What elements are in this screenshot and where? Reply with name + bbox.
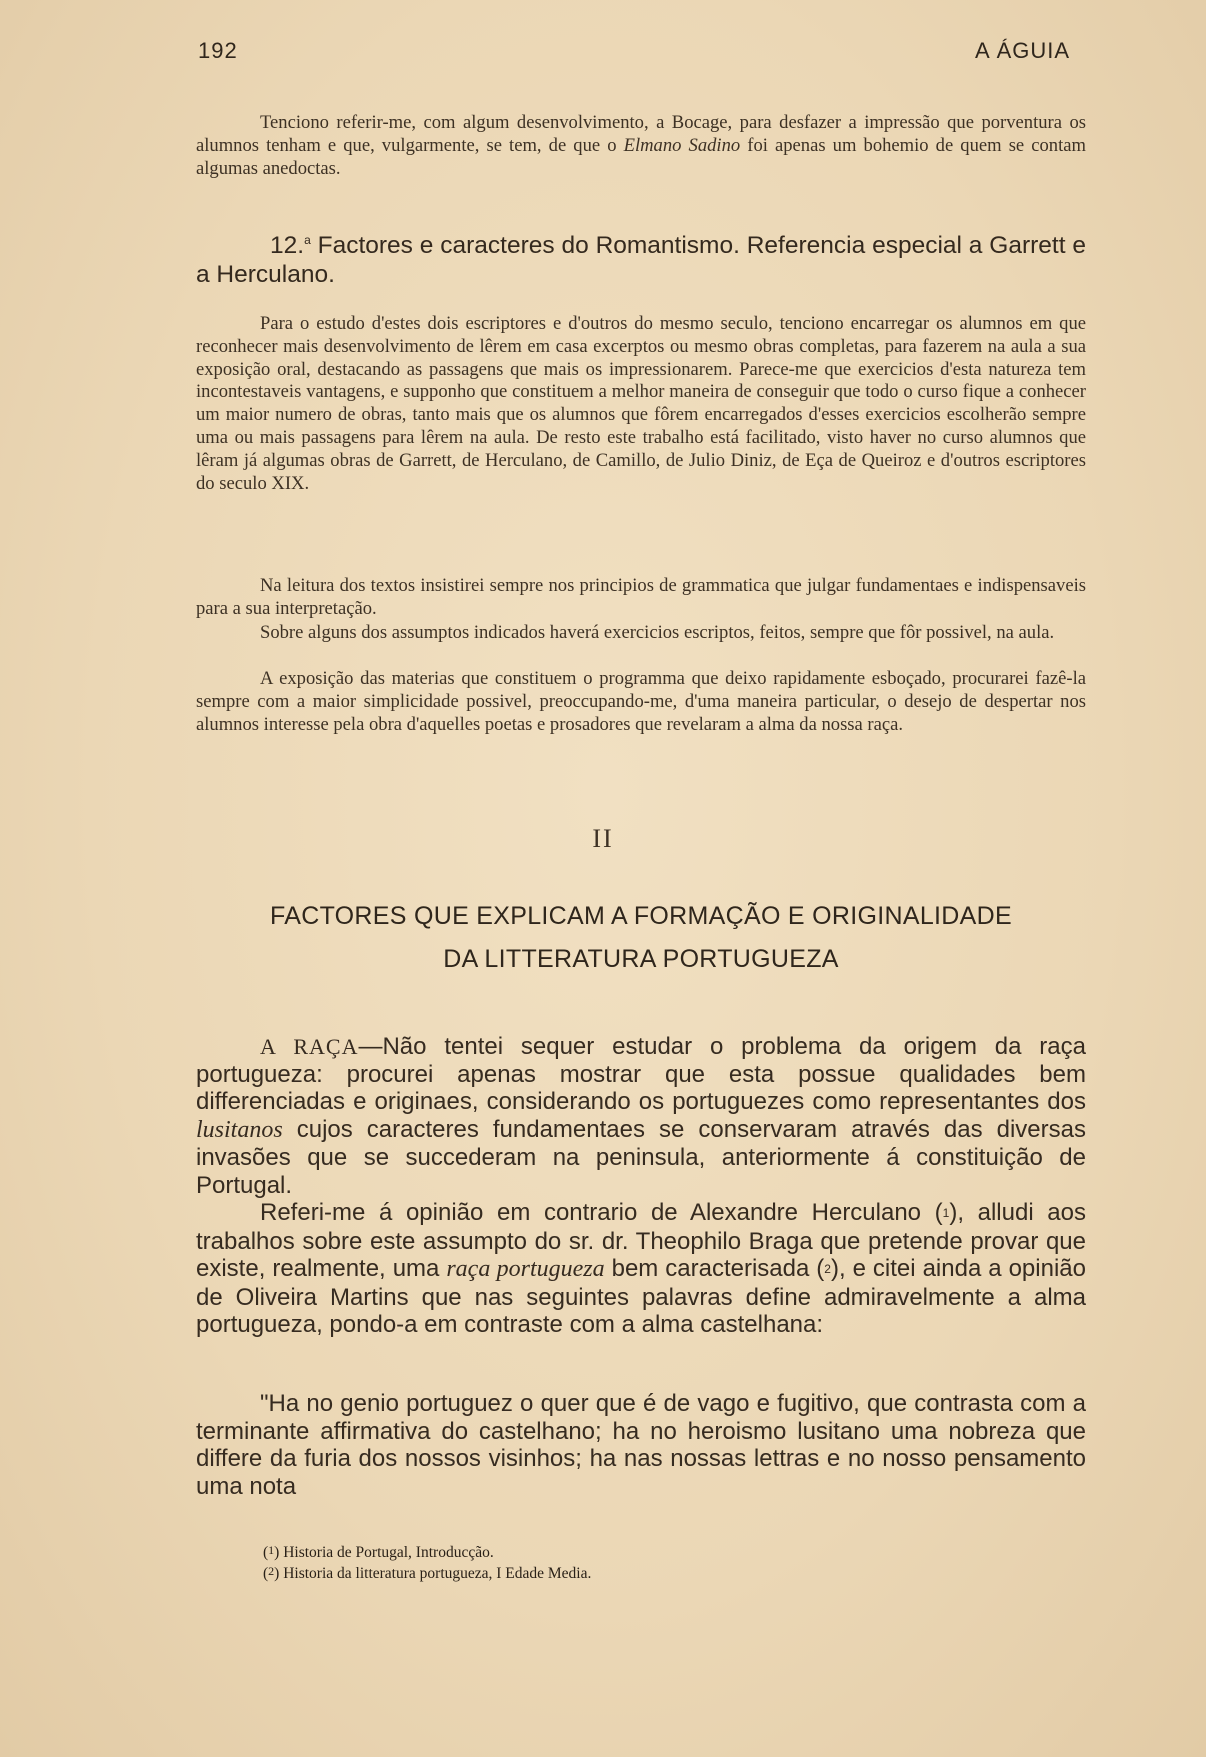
body-paragraph: Na leitura dos textos insistirei sempre nos principios de grammatica que julgar fundamentaes e indispensaveis para a sua interpretação. <box>196 575 1086 619</box>
referi-italic-term: raça portugueza <box>446 1256 605 1283</box>
section-heading-text: Factores e caracteres do Romantismo. Referencia especial a Garrett e a Herculano. <box>196 232 1086 289</box>
footnote-ref-1: 1 <box>942 1206 950 1220</box>
page-number: 192 <box>198 38 238 63</box>
footnote-text: Historia da litteratura portugueza, I Edade Media. <box>283 1565 592 1582</box>
raca-text-start: Não tentei sequer estudar o problema da origem da raça portugueza: procurei apenas mostrar que esta possue qualidades bem differenciadas e originaes, considerando os portuguezes como representantes dos <box>196 1033 1086 1116</box>
section-number: 12. <box>270 232 305 260</box>
footnote-2: ($^2$) Historia da litteratura portugueza, I Edade Media. <box>263 1564 592 1582</box>
section-12-heading <box>196 226 1086 289</box>
intro-text-end: foi apenas um bohemio de quem se contam algumas anedoctas. <box>196 134 1086 179</box>
referi-text-1: Referi-me á opinião em contrario de Alexandre Herculano ( <box>260 1199 943 1226</box>
intro-text-start: Tenciono referir-me, com algum desenvolvimento, a Bocage, para desfazer a impressão que porventura os alumnos tenham e que, vulgarmente, se tem, de que o <box>196 112 1086 156</box>
raca-label: A RAÇA <box>260 1034 359 1059</box>
referi-paragraph <box>196 1199 1086 1339</box>
chapter-number: II <box>592 824 614 853</box>
intro-italic-name: Elmano Sadino <box>623 134 741 156</box>
chapter-title-line-2: DA LITTERATURA PORTUGUEZA <box>443 945 839 973</box>
section-ordinal: a <box>304 233 311 247</box>
intro-paragraph <box>196 112 1086 180</box>
referi-text-3: bem caracterisada ( <box>604 1255 825 1283</box>
body-paragraph: Para o estudo d'estes dois escriptores e d'outros do mesmo seculo, tenciono encarregar os alumnos em que reconhecer mais desenvolvimento de lêrem em casa excerptos ou mesmo obras completas, para fazerem na aula a sua exposição oral, destacando as passagens que mais os impressionarem. Parece-me que exercicios d'esta natureza tem incontestaveis vantagens, e supponho que constituem a melhor maneira de conseguir que todo o curso fique a conhecer um maior numero de obras, tanto mais que os alumnos que fôrem encarregados d'esses exercicios escolherão sempre uma ou mais passagens para lêrem na aula. De resto este trabalho está facilitado, visto haver no curso alumnos que lêram já algumas obras de Garrett, de Herculano, de Camillo, de Julio Diniz, de Eça de Queiroz e d'outros escriptores do seculo XIX. <box>196 313 1086 494</box>
footnote-mark: 2 <box>268 1564 275 1578</box>
footnote-text: Historia de Portugal, Introducção. <box>283 1544 494 1561</box>
referi-text-2: ), alludi aos trabalhos sobre este assumpto do sr. dr. Theophilo Braga que pretende provar que existe, realmente, uma <box>196 1199 1086 1283</box>
referi-text-4: ), e citei ainda a opinião de Oliveira Martins que nas seguintes palavras define admiravelmente a alma portugueza, pondo-a em contraste com a alma castelhana: <box>196 1255 1086 1339</box>
raca-italic-term: lusitanos <box>196 1116 283 1143</box>
footnote-mark: 1 <box>268 1543 275 1557</box>
body-paragraph: Sobre alguns dos assumptos indicados haverá exercicios escriptos, feitos, sempre que fôr possivel, na aula. <box>260 622 1055 643</box>
footnotes <box>263 1541 591 1583</box>
running-title: A ÁGUIA <box>975 38 1071 63</box>
footnote-1: ($^1$) Historia de Portugal, Introducção. <box>263 1543 494 1561</box>
raca-paragraph <box>196 1033 1086 1200</box>
quote-paragraph: "Ha no genio portuguez o quer que é de vago e fugitivo, que contrasta com a terminante affirmativa do castelhano; ha no heroismo lusitano uma nobreza que differe da furia dos nossos visinhos; ha nas nossas lettras e no nosso pensamento uma nota <box>196 1390 1086 1500</box>
body-paragraph: A exposição das materias que constituem o programma que deixo rapidamente esboçado, procurarei fazê-la sempre com a maior simplicidade possivel, preoccupando-me, d'uma maneira particular, o desejo de despertar nos alumnos interesse pela obra d'aquelles poetas e prosadores que revelaram a alma da nossa raça. <box>196 668 1086 735</box>
footnote-ref-2: 2 <box>824 1262 831 1277</box>
chapter-title-line-1: FACTORES QUE EXPLICAM A FORMAÇÃO E ORIGINALIDADE <box>270 902 1012 930</box>
raca-text-end: cujos caracteres fundamentaes se conservaram através das diversas invasões que se succederam na peninsula, anteriormente á constituição de Portugal. <box>196 1115 1086 1199</box>
raca-dash: — <box>358 1033 383 1060</box>
